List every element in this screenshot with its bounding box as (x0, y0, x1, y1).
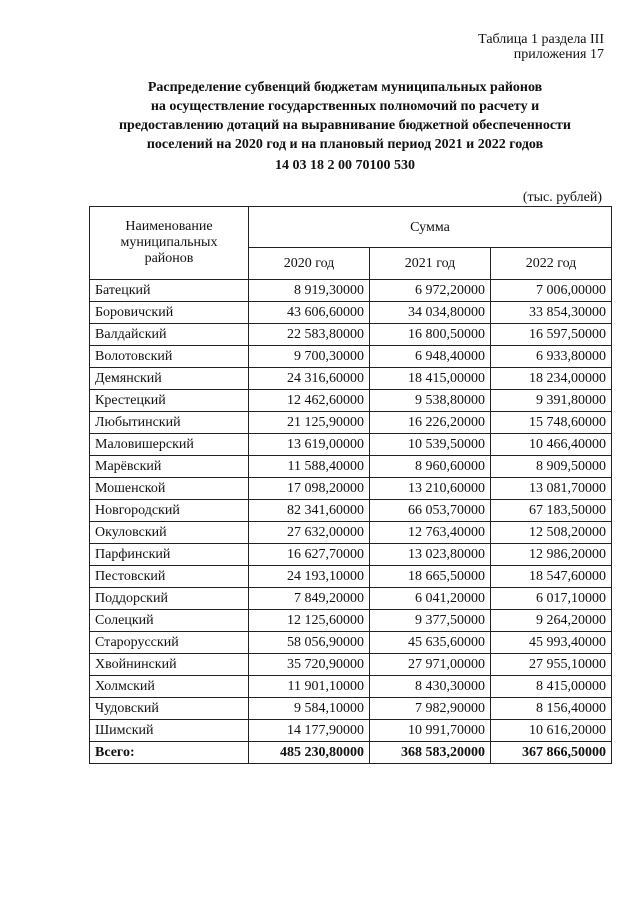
value-2020: 21 125,90000 (249, 412, 370, 434)
value-2020: 24 193,10000 (249, 566, 370, 588)
column-header-name: Наименование муниципальных районов (90, 207, 249, 280)
value-2020: 14 177,90000 (249, 720, 370, 742)
value-2021: 9 538,80000 (370, 390, 491, 412)
title-line-2: на осуществление государственных полномочий по расчету и (150, 99, 540, 114)
district-name: Новгородский (90, 500, 249, 522)
value-2021: 16 800,50000 (370, 324, 491, 346)
district-name: Батецкий (90, 280, 249, 302)
value-2021: 8 960,60000 (370, 456, 491, 478)
value-2021: 9 377,50000 (370, 610, 491, 632)
table-row (90, 368, 612, 390)
header-row (90, 207, 612, 248)
value-2020: 17 098,20000 (249, 478, 370, 500)
district-name: Любытинский (90, 412, 249, 434)
table-row (90, 390, 612, 412)
value-2021: 6 041,20000 (370, 588, 491, 610)
title-line-1: Распределение субвенций бюджетам муниципальных районов (147, 80, 543, 95)
value-2021: 13 210,60000 (370, 478, 491, 500)
value-2022: 7 006,00000 (491, 280, 612, 302)
district-name: Чудовский (90, 698, 249, 720)
table-row (90, 324, 612, 346)
district-name: Демянский (90, 368, 249, 390)
value-2021: 34 034,80000 (370, 302, 491, 324)
value-2022: 9 264,20000 (491, 610, 612, 632)
value-2022: 15 748,60000 (491, 412, 612, 434)
table-reference (478, 32, 604, 62)
value-2022: 10 466,40000 (491, 434, 612, 456)
table-row (90, 456, 612, 478)
value-2020: 35 720,90000 (249, 654, 370, 676)
value-2020: 12 462,60000 (249, 390, 370, 412)
total-label: Всего: (90, 742, 249, 764)
table-row (90, 478, 612, 500)
budget-code: 14 03 18 2 00 70100 530 (275, 158, 415, 173)
value-2020: 13 619,00000 (249, 434, 370, 456)
table-row (90, 434, 612, 456)
value-2022: 8 415,00000 (491, 676, 612, 698)
document-title (100, 78, 590, 154)
value-2022: 6 933,80000 (491, 346, 612, 368)
ref-line-2: приложения 17 (513, 47, 604, 62)
value-2022: 45 993,40000 (491, 632, 612, 654)
total-2021: 368 583,20000 (370, 742, 491, 764)
district-name: Старорусский (90, 632, 249, 654)
table-row (90, 412, 612, 434)
subvention-table (89, 206, 612, 764)
value-2022: 27 955,10000 (491, 654, 612, 676)
value-2022: 8 909,50000 (491, 456, 612, 478)
table-body (90, 280, 612, 764)
value-2022: 16 597,50000 (491, 324, 612, 346)
value-2022: 18 234,00000 (491, 368, 612, 390)
district-name: Хвойнинский (90, 654, 249, 676)
table-row (90, 654, 612, 676)
value-2021: 6 972,20000 (370, 280, 491, 302)
value-2021: 12 763,40000 (370, 522, 491, 544)
value-2020: 11 901,10000 (249, 676, 370, 698)
district-name: Волотовский (90, 346, 249, 368)
district-name: Валдайский (90, 324, 249, 346)
value-2021: 10 991,70000 (370, 720, 491, 742)
table-row (90, 698, 612, 720)
value-2021: 18 665,50000 (370, 566, 491, 588)
value-2021: 66 053,70000 (370, 500, 491, 522)
district-name: Мошенской (90, 478, 249, 500)
value-2020: 22 583,80000 (249, 324, 370, 346)
unit-label: (тыс. рублей) (522, 190, 602, 205)
value-2020: 58 056,90000 (249, 632, 370, 654)
value-2021: 10 539,50000 (370, 434, 491, 456)
district-name: Пестовский (90, 566, 249, 588)
column-header-2020: 2020 год (249, 248, 370, 280)
district-name: Окуловский (90, 522, 249, 544)
column-header-2022: 2022 год (491, 248, 612, 280)
value-2021: 8 430,30000 (370, 676, 491, 698)
value-2020: 9 700,30000 (249, 346, 370, 368)
district-name: Маловишерский (90, 434, 249, 456)
value-2020: 9 584,10000 (249, 698, 370, 720)
table-row (90, 632, 612, 654)
value-2020: 43 606,60000 (249, 302, 370, 324)
table-row (90, 500, 612, 522)
value-2021: 6 948,40000 (370, 346, 491, 368)
value-2022: 8 156,40000 (491, 698, 612, 720)
district-name: Боровичский (90, 302, 249, 324)
table-row (90, 720, 612, 742)
table-row (90, 346, 612, 368)
value-2020: 12 125,60000 (249, 610, 370, 632)
table-row (90, 676, 612, 698)
value-2020: 82 341,60000 (249, 500, 370, 522)
value-2022: 10 616,20000 (491, 720, 612, 742)
value-2020: 7 849,20000 (249, 588, 370, 610)
value-2022: 18 547,60000 (491, 566, 612, 588)
column-header-2021: 2021 год (370, 248, 491, 280)
ref-line-1: Таблица 1 раздела III (478, 32, 604, 47)
value-2021: 7 982,90000 (370, 698, 491, 720)
district-name: Солецкий (90, 610, 249, 632)
table-row (90, 302, 612, 324)
table-row (90, 588, 612, 610)
value-2022: 6 017,10000 (491, 588, 612, 610)
title-line-4: поселений на 2020 год и на плановый период 2021 и 2022 годов (146, 137, 544, 152)
district-name: Поддорский (90, 588, 249, 610)
table-row (90, 610, 612, 632)
district-name: Шимский (90, 720, 249, 742)
district-name: Марёвский (90, 456, 249, 478)
value-2020: 16 627,70000 (249, 544, 370, 566)
value-2021: 45 635,60000 (370, 632, 491, 654)
total-2022: 367 866,50000 (491, 742, 612, 764)
value-2021: 13 023,80000 (370, 544, 491, 566)
total-2020: 485 230,80000 (249, 742, 370, 764)
value-2020: 11 588,40000 (249, 456, 370, 478)
title-line-3: предоставлению дотаций на выравнивание бюджетной обеспеченности (118, 118, 571, 133)
value-2020: 27 632,00000 (249, 522, 370, 544)
value-2022: 9 391,80000 (491, 390, 612, 412)
table-row (90, 280, 612, 302)
district-name: Парфинский (90, 544, 249, 566)
value-2021: 16 226,20000 (370, 412, 491, 434)
value-2022: 67 183,50000 (491, 500, 612, 522)
table-row (90, 522, 612, 544)
district-name: Крестецкий (90, 390, 249, 412)
value-2022: 13 081,70000 (491, 478, 612, 500)
district-name: Холмский (90, 676, 249, 698)
value-2021: 27 971,00000 (370, 654, 491, 676)
total-row (90, 742, 612, 764)
value-2022: 33 854,30000 (491, 302, 612, 324)
table-row (90, 544, 612, 566)
value-2022: 12 508,20000 (491, 522, 612, 544)
table-row (90, 566, 612, 588)
value-2022: 12 986,20000 (491, 544, 612, 566)
value-2021: 18 415,00000 (370, 368, 491, 390)
column-header-sum: Сумма (249, 207, 612, 248)
value-2020: 24 316,60000 (249, 368, 370, 390)
value-2020: 8 919,30000 (249, 280, 370, 302)
